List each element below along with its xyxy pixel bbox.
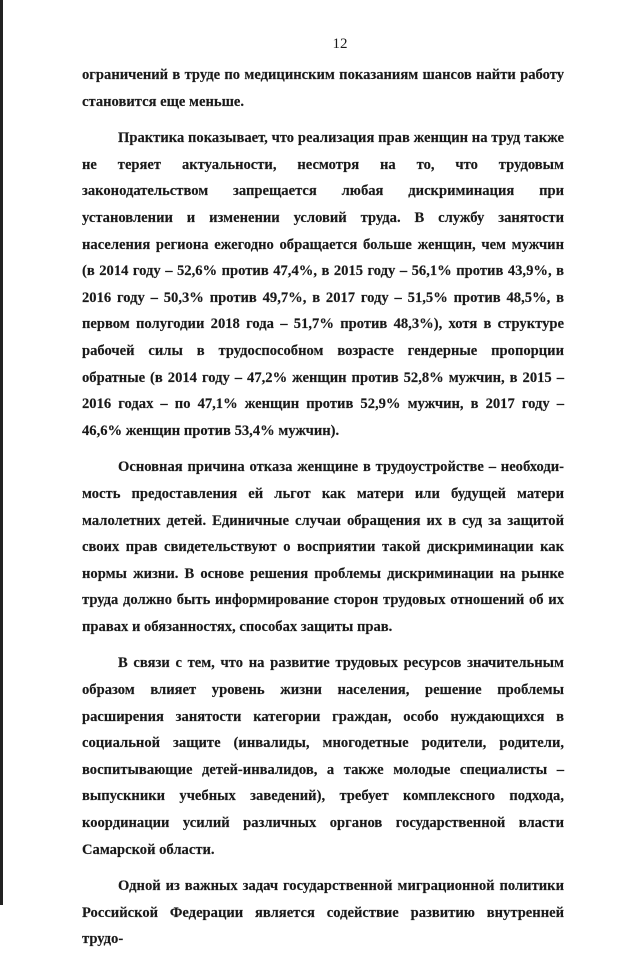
paragraph-refusal-reasons: Основная причина отказа женщине в трудоустройстве – необходимость предоставления ей льгот как матери или будущей матери малолетних детей. Единичные случаи обращения их в суд за защитой своих прав свидетельствуют о восприятии такой дискриминации как нормы жизни. В основе решения проблемы дискриминации на рынке труда должно быть информирование сторон трудовых отношений об их правах и обязанностях, способах защиты прав. (82, 459, 564, 635)
page-number: 12 (332, 36, 348, 52)
paragraph-continuation: ограничений в труде по медицинским показаниям шансов найти работу становится еще меньше. (82, 67, 564, 110)
paragraph-migration-policy: Одной из важных задач государственной миграционной политики Российской Федерации является содействие развитию внутренней трудо- (82, 878, 564, 948)
paragraph-employment-expansion: В связи с тем, что на развитие трудовых ресурсов значительным образом влияет уровень жизни населения, решение проблемы расширения занятости категории граждан, особо нуждающихся в социальной защите (инвалиды, многодетные родители, родители, воспитывающие детей-инвалидов, а также молодые специалисты – выпускники учебных заведений), требует комплексного подхода, координации усилий различных органов государственной власти Самарской области. (82, 655, 564, 858)
page-edge-rule (0, 0, 3, 905)
paragraph-women-labor-rights: Практика показывает, что реализация прав женщин на труд также не теряет актуальности, несмотря на то, что трудовым законодательством запрещается любая дискриминация при установлении и изменении условий труда. В службу занятости населения региона ежегодно обращается больше женщин, чем мужчин (в 2014 году – 52,6% против 47,4%, в 2015 году – 56,1% против 43,9%, в 2016 году – 50,3% против 49,7%, в 2017 году – 51,5% против 48,5%, в первом полугодии 2018 года – 51,7% против 48,3%), хотя в структуре рабочей силы в трудоспособном возрасте гендерные пропорции обратные (в 2014 году – 47,2% женщин против 52,8% мужчин, в 2015 – 2016 годах – по 47,1% женщин против 52,9% мужчин, в 2017 году – 46,6% женщин против 53,4% мужчин). (82, 130, 564, 439)
document-body (82, 62, 564, 963)
